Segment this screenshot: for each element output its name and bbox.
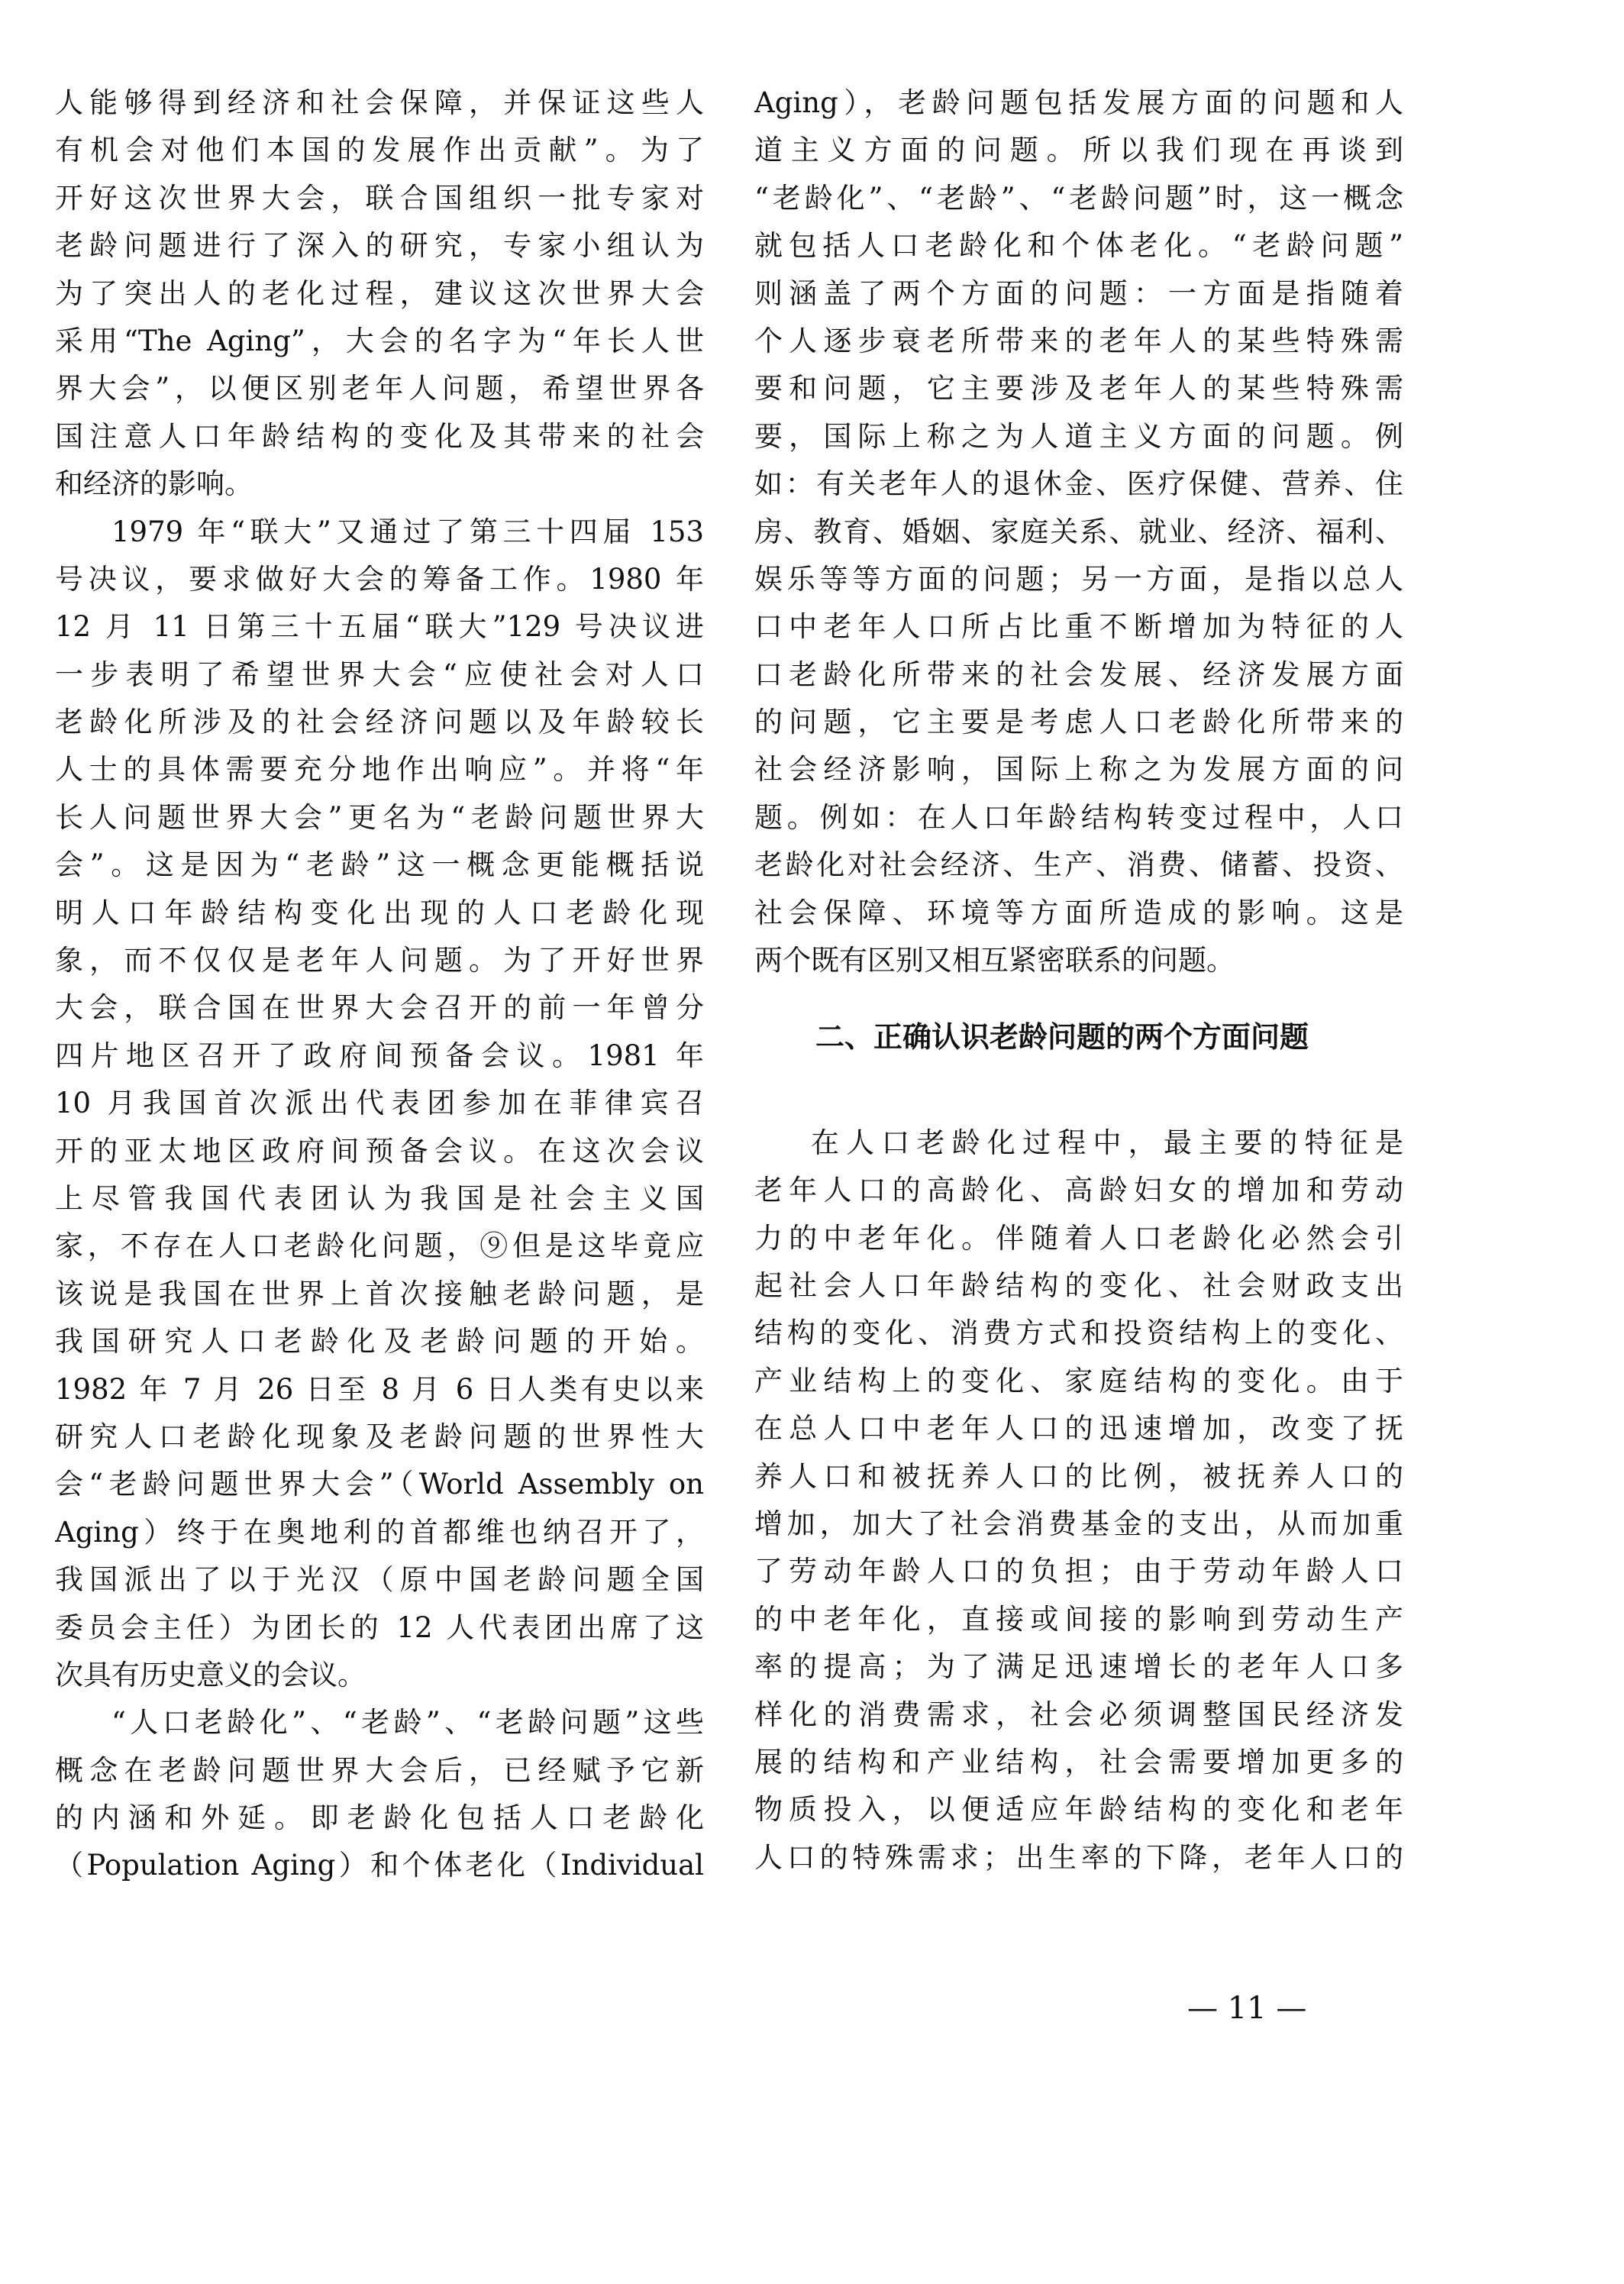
text-line: 房、教育、婚姻、家庭关系、就业、经济、福利、 [754, 515, 1403, 548]
text-line: 结构的变化、消费方式和投资结构上的变化、 [754, 1316, 1403, 1350]
text-line: 要和问题，它主要涉及老年人的某些特殊需 [754, 372, 1403, 405]
text-line: 象，而不仅仅是老年人问题。为了开好世界 [55, 944, 704, 977]
right-column [754, 79, 1403, 1882]
text-line: 1979 年“联大”又通过了第三十四届 153 [111, 515, 704, 548]
text-line: 长人问题世界大会”更名为“老龄问题世界大 [55, 800, 704, 834]
text-line: 娱乐等等方面的问题；另一方面，是指以总人 [754, 562, 1403, 596]
text-line: 展的结构和产业结构，社会需要增加更多的 [754, 1745, 1403, 1778]
text-line: 养人口和被抚养人口的比例，被抚养人口的 [754, 1459, 1403, 1493]
text-line: 在总人口中老年人口的迅速增加，改变了抚 [754, 1412, 1403, 1446]
text-line: 题。例如：在人口年龄结构转变过程中，人口 [754, 800, 1403, 834]
text-line: 研究人口老龄化现象及老龄问题的世界性大 [55, 1420, 704, 1453]
text-line: 如：有关老年人的退休金、医疗保健、营养、住 [754, 467, 1403, 501]
text-line: 样化的消费需求，社会必须调整国民经济发 [754, 1698, 1403, 1731]
text-line: 采用“The Aging”，大会的名字为“年长人世 [55, 324, 704, 357]
text-line: 社会经济影响，国际上称之为发展方面的问 [754, 753, 1403, 787]
text-line: 就包括人口老龄化和个体老化。“老龄问题” [754, 229, 1403, 263]
text-line: “老龄化”、“老龄”、“老龄问题”时，这一概念 [754, 181, 1403, 215]
text-line: 国注意人口年龄结构的变化及其带来的社会 [55, 419, 704, 453]
text-line: 的内涵和外延。即老龄化包括人口老龄化 [55, 1801, 704, 1835]
text-line: 老龄问题进行了深入的研究，专家小组认为 [55, 229, 704, 263]
text-line: 大会，联合国在世界大会召开的前一年曾分 [55, 991, 704, 1025]
text-line: 委员会主任）为团长的 12 人代表团出席了这 [55, 1610, 704, 1644]
text-line: 口中老年人口所占比重不断增加为特征的人 [754, 610, 1403, 644]
text-line: 两个既有区别又相互紧密联系的问题。 [754, 944, 1235, 977]
text-line: 我国研究人口老龄化及老龄问题的开始。 [55, 1325, 704, 1358]
text-line: 我国派出了以于光汉（原中国老龄问题全国 [55, 1563, 704, 1597]
text-line: “人口老龄化”、“老龄”、“老龄问题”这些 [111, 1706, 704, 1740]
text-line: 物质投入，以便适应年龄结构的变化和老年 [754, 1793, 1403, 1827]
text-line: （Population Aging）和个体老化（Individual [55, 1849, 704, 1882]
text-line: 率的提高；为了满足迅速增长的老年人口多 [754, 1650, 1403, 1684]
text-line: 产业结构上的变化、家庭结构的变化。由于 [754, 1364, 1403, 1397]
text-line: 在人口老龄化过程中，最主要的特征是 [811, 1126, 1403, 1159]
text-line: 一步表明了希望世界大会“应使社会对人口 [55, 657, 704, 691]
text-line: 了劳动年龄人口的负担；由于劳动年龄人口 [754, 1555, 1403, 1588]
text-line: 则涵盖了两个方面的问题：一方面是指随着 [754, 276, 1403, 310]
text-line: 人能够得到经济和社会保障，并保证这些人 [55, 86, 704, 119]
text-line: Aging），老龄问题包括发展方面的问题和人 [754, 86, 1403, 119]
text-line: 明人口年龄结构变化出现的人口老龄化现 [55, 896, 704, 929]
text-line: 起社会人口年龄结构的变化、社会财政支出 [754, 1268, 1403, 1302]
text-line: 界大会”，以便区别老年人问题，希望世界各 [55, 372, 704, 405]
section-spacer [754, 984, 1403, 1013]
page-number: — 11 — [1187, 1991, 1307, 2026]
text-line: 的问题，它主要是考虑人口老龄化所带来的 [754, 706, 1403, 739]
text-line: 概念在老龄问题世界大会后，已经赋予它新 [55, 1753, 704, 1787]
text-line: 口老龄化所带来的社会发展、经济发展方面 [754, 657, 1403, 691]
text-line: 的中老年化，直接或间接的影响到劳动生产 [754, 1602, 1403, 1636]
text-line: 四片地区召开了政府间预备会议。1981 年 [55, 1039, 704, 1072]
text-line: 该说是我国在世界上首次接触老龄问题，是 [55, 1277, 704, 1310]
text-line: 老年人口的高龄化、高龄妇女的增加和劳动 [754, 1174, 1403, 1207]
text-line: 老龄化对社会经济、生产、消费、储蓄、投资、 [754, 848, 1403, 882]
text-line: 12 月 11 日第三十五届“联大”129 号决议进 [55, 610, 704, 644]
text-line: 为了突出人的老化过程，建议这次世界大会 [55, 276, 704, 310]
section-spacer [754, 1090, 1403, 1119]
text-line: 人士的具体需要充分地作出响应”。并将“年 [55, 753, 704, 787]
text-line: 上尽管我国代表团认为我国是社会主义国 [55, 1181, 704, 1215]
text-line: 会“老龄问题世界大会”（World Assembly on [55, 1468, 704, 1501]
text-line: 个人逐步衰老所带来的老年人的某些特殊需 [754, 324, 1403, 357]
text-line: 会”。这是因为“老龄”这一概念更能概括说 [55, 848, 704, 882]
text-line: 次具有历史意义的会议。 [55, 1658, 366, 1691]
section-heading: 二、正确认识老龄问题的两个方面问题 [815, 1020, 1309, 1055]
text-line: 力的中老年化。伴随着人口老龄化必然会引 [754, 1221, 1403, 1255]
section-spacer [754, 1061, 1403, 1090]
left-column [55, 79, 704, 1890]
text-line: 1982 年 7 月 26 日至 8 月 6 日人类有史以来 [55, 1372, 704, 1406]
text-line: 开好这次世界大会，联合国组织一批专家对 [55, 181, 704, 215]
text-line: 家，不存在人口老龄化问题，⑨但是这毕竟应 [55, 1229, 704, 1263]
text-line: 10 月我国首次派出代表团参加在菲律宾召 [55, 1087, 704, 1120]
text-line: 开的亚太地区政府间预备会议。在这次会议 [55, 1134, 704, 1168]
text-line: 号决议，要求做好大会的筹备工作。1980 年 [55, 562, 704, 596]
text-line: 老龄化所涉及的社会经济问题以及年龄较长 [55, 706, 704, 739]
text-line: 和经济的影响。 [55, 467, 253, 501]
text-line: 有机会对他们本国的发展作出贡献”。为了 [55, 134, 704, 167]
text-line: 道主义方面的问题。所以我们现在再谈到 [754, 134, 1403, 167]
text-line: 增加，加大了社会消费基金的支出，从而加重 [754, 1507, 1403, 1540]
text-line: 要，国际上称之为人道主义方面的问题。例 [754, 419, 1403, 453]
text-line: 人口的特殊需求；出生率的下降，老年人口的 [754, 1840, 1403, 1874]
text-line: Aging）终于在奥地利的首都维也纳召开了， [55, 1515, 704, 1549]
text-line: 社会保障、环境等方面所造成的影响。这是 [754, 896, 1403, 929]
